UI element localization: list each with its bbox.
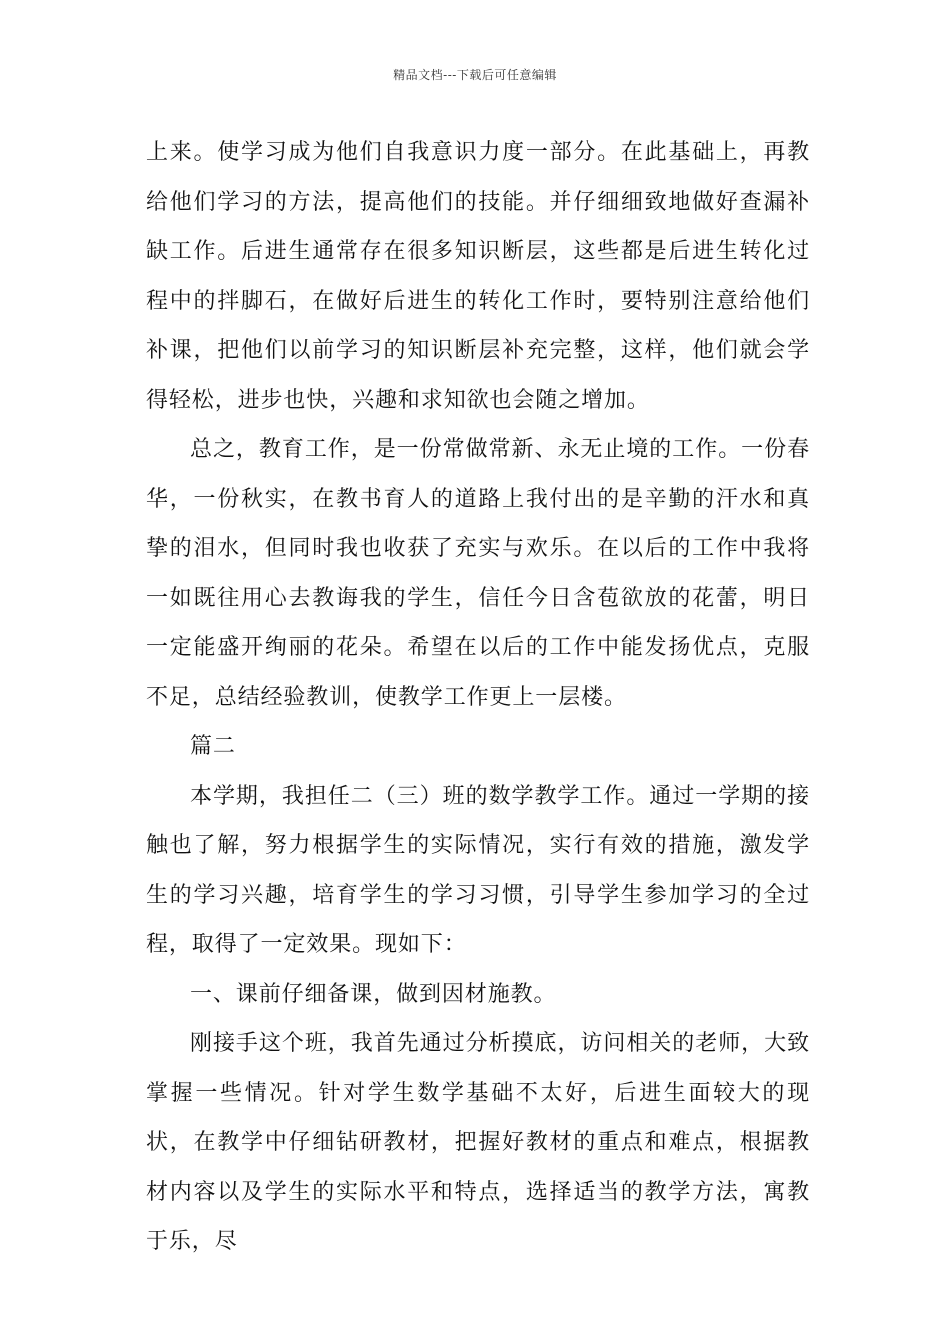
- page-header: 精品文档---下载后可任意编辑: [393, 68, 557, 82]
- paragraph-intro: 本学期，我担任二（三）班的数学教学工作。通过一学期的接触也了解，努力根据学生的实际情况，实行有效的措施，激发学生的学习兴趣，培育学生的学习习惯，引导学生参加学习的全过程，取得了一定效果。现如下：: [146, 783, 810, 957]
- document-body: [146, 128, 810, 1267]
- section-heading: 篇二: [190, 734, 236, 759]
- paragraph-continuation: 上来。使学习成为他们自我意识力度一部分。在此基础上，再教给他们学习的方法，提高他们的技能。并仔细细致地做好查漏补缺工作。后进生通常存在很多知识断层，这些都是后进生转化过程中的拌脚石，在做好后进生的转化工作时，要特别注意给他们补课，把他们以前学习的知识断层补充完整，这样，他们就会学得轻松，进步也快，兴趣和求知欲也会随之增加。: [146, 140, 810, 413]
- paragraph-conclusion: 总之，教育工作，是一份常做常新、永无止境的工作。一份春华，一份秋实，在教书育人的道路上我付出的是辛勤的汗水和真挚的泪水，但同时我也收获了充实与欢乐。在以后的工作中我将一如既往用心去教诲我的学生，信任今日含苞欲放的花蕾，明日一定能盛开绚丽的花朵。希望在以后的工作中能发扬优点，克服不足，总结经验教训，使教学工作更上一层楼。: [146, 437, 810, 710]
- paragraph-body: 刚接手这个班，我首先通过分析摸底，访问相关的老师，大致掌握一些情况。针对学生数学基础不太好，后进生面较大的现状，在教学中仔细钻研教材，把握好教材的重点和难点，根据教材内容以及学生的实际水平和特点，选择适当的教学方法，寓教于乐，尽: [146, 1031, 810, 1254]
- subsection-heading: 一、课前仔细备课，做到因材施教。: [190, 981, 557, 1007]
